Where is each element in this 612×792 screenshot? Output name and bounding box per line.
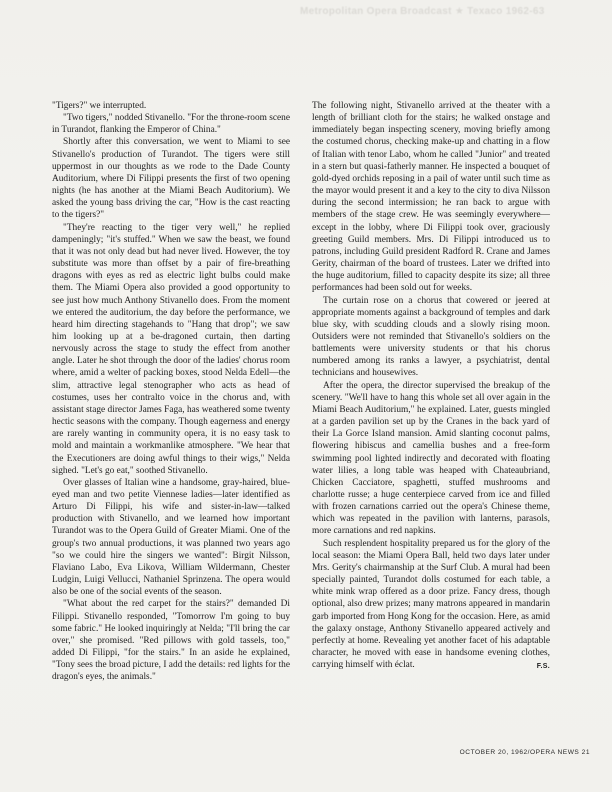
paragraph (312, 538, 550, 672)
author-initials: F.S. (536, 663, 550, 671)
paragraph: "Tigers?" we interrupted. (52, 101, 147, 111)
paragraph-text: Such resplendent hospitality prepared us for the glory of the local season: the Miami Opera Ball, held two days later under Mrs. Gerity's chairmanship at the Surf Club. A mural had been specially painted, Turandot dolls costumed for each table, a white mink wrap offered as a door prize. Fancy dress, though optional, also drew prizes; many matrons appeared in mandarin garb imported from Hong Kong for the occasion. Here, as amid the galaxy onstage, Anthony Stivanello appeared actively and perfectly at home. Revealing yet another facet of his adaptable character, he moved with ease in handsome evening clothes, carrying himself with éclat. (312, 538, 550, 671)
paragraph: "Two tigers," nodded Stivanello. "For the throne-room scene in Turandot, flanking the Emperor of China." (52, 113, 290, 136)
paragraph: Shortly after this conversation, we went to Miami to see Stivanello's production of Turandot. The tigers were still uppermost in our thoughts as we rode to the Dade County Auditorium, where Di Filippi presents the first of two opening nights (he has another at the Miami Beach Auditorium). We asked the young bass driving the car, "How is the cast reacting to the tigers?" (52, 137, 290, 221)
bleed-through-header: Metropolitan Opera Broadcast ★ Texaco 1962-63 (300, 6, 545, 17)
page-footer: OCTOBER 20, 1962/OPERA NEWS 21 (459, 749, 590, 756)
left-column (52, 100, 290, 684)
paragraph: The curtain rose on a chorus that cowered or jeered at appropriate moments against a background of temples and dark blue sky, with scudding clouds and a slowly rising moon. Outsiders were not reminded that Stivanello's soldiers on the battlements were university students or that his chorus numbered among its ranks a lawyer, a psychiatrist, dental technicians and housewives. (312, 295, 550, 379)
paragraph: After the opera, the director supervised the breakup of the scenery. "We'll have to hang this whole set all over again in the Miami Beach Auditorium," he explained. Later, guests mingled at a garden pavilion set up by the Cranes in the back yard of their La Gorce Island mansion. Amid slanting coconut palms, flowering hibiscus and camellia bushes and a free-form swimming pool lighted indirectly and decorated with floating water lilies, a long table was heaped with Chateaubriand, Chicken Cacciatore, spaghetti, stuffed mushrooms and charlotte russe; a huge centerpiece carved from ice and filled with frozen carnations carried out the opera's Chinese theme, which was repeated in the pavilion with lanterns, parasols, more carnations and red napkins. (312, 380, 550, 537)
paragraph: "What about the red carpet for the stairs?" demanded Di Filippi. Stivanello responded, "Tomorrow I'm going to buy some fabric." He looked inquiringly at Nelda; "I'll bring the car over," she promised. "Red pillows with gold tassels, too," added Di Filippi, "for the stairs." In an aside he explained, "Tony sees the broad picture, I add the details: red lights for the dragon's eyes, the animals." (52, 599, 290, 683)
paragraph: "They're reacting to the tiger very well," he replied dampeningly; "it's stuffed." When we saw the beast, we found that it was not only dead but had never lived. However, the toy substitute was more than offset by a pair of fire-breathing dragons with eyes as red as electric light bulbs could make them. The Miami Opera also provided a good opportunity to see just how much Anthony Stivanello does. From the moment we entered the auditorium, the day before the performance, we heard him directing stagehands to "Hang that drop"; we saw him looking up at a be-dragoned curtain, then darting nervously across the stage to study the effect from another angle. Later he shot through the door of the ladies' chorus room where, amid a welter of packing boxes, stood Nelda Edell—the slim, attractive legal stenographer who acts as head of costumes, uses her contralto voice in the chorus and, with assistant stage director James Faga, has weathered some twenty hectic seasons with the company. Though eagerness and energy are rarely wanting in community opera, it is no easy task to mold and maintain a workmanlike atmosphere. "We hear that the Executioners are doing awful things to their wigs," Nelda sighed. "Let's go eat," soothed Stivanello. (52, 222, 290, 476)
paragraph: The following night, Stivanello arrived at the theater with a length of brilliant cloth for the stairs; he walked onstage and immediately began inspecting scenery, moving briefly among the costumed chorus, checking make-up and chatting in a flow of Italian with tenor Labo, whom he called "Junior" and treated in a stern but quasi-fatherly manner. He inspected a bouquet of gold-dyed orchids reposing in a pail of water until such time as the mayor would present it and a key to the city to diva Nilsson during the second intermission; he ran back to argue with members of the stage crew. He was seemingly everywhere—except in the lobby, where Di Filippi took over, graciously greeting Guild members. Mrs. Di Filippi introduced us to patrons, including Guild president Radford R. Crane and James Gerity, chairman of the board of trustees. Later we drifted into the huge auditorium, filled to capacity despite its size; all three performances had been sold out for weeks. (312, 101, 550, 294)
paragraph: Over glasses of Italian wine a handsome, gray-haired, blue-eyed man and two petite Viennese ladies—later identified as Arturo Di Filippi, his wife and sister-in-law—talked production with Stivanello, and we learned how important Turandot was to the Opera Guild of Greater Miami. One of the group's two annual productions, it was planned two years ago "so we could hire the singers we wanted": Birgit Nilsson, Flaviano Labo, Eva Likova, William Wildermann, Chester Ludgin, Luigi Vellucci, Nathaniel Sprinzena. The opera would also be one of the social events of the season. (52, 477, 290, 598)
right-column (312, 100, 550, 673)
